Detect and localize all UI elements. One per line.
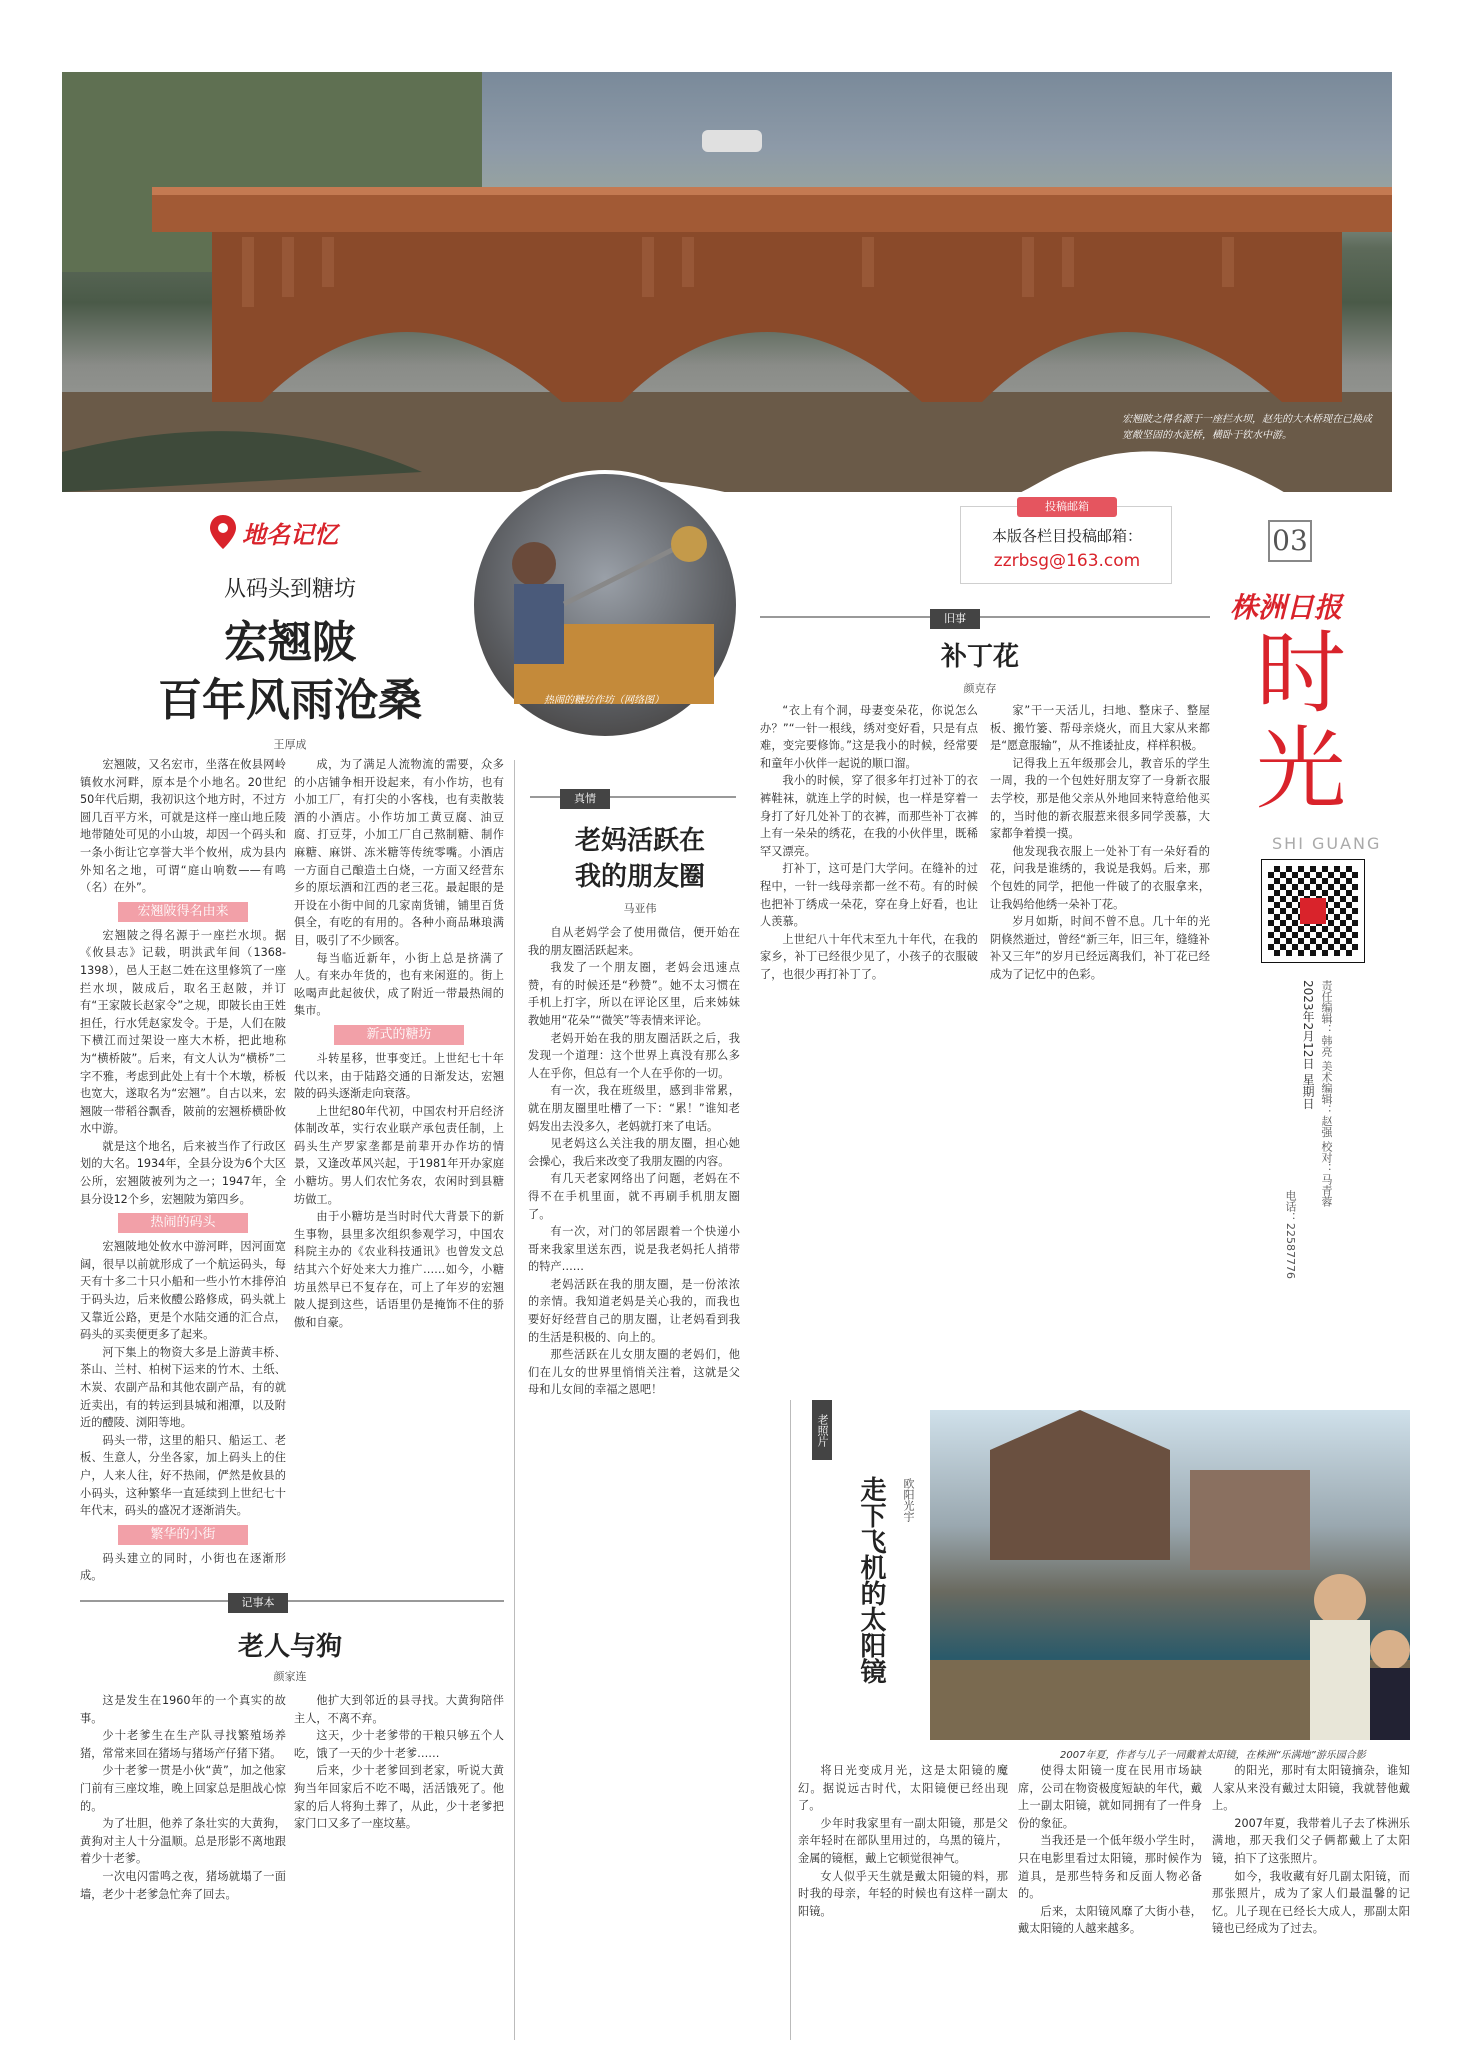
paragraph: 少十老爹生在生产队寻找繁殖场养猪，常常来回在猪场与猪场产仔猪下猪。 <box>80 1729 286 1760</box>
paragraph: 如今，我收藏有好几副太阳镜，而那张照片，成为了家人们最温馨的记忆。儿子现在已经长大成人，那副太阳镜也已经成为了过去。 <box>1212 1869 1410 1936</box>
feature-title-line2: 百年风雨沧桑 <box>158 675 422 726</box>
paragraph: 宏翘陂，又名宏市，坐落在攸县网岭镇攸水河畔，原本是个小地名。20世纪50年代后期，我初识这个地方时，不过方圆几百平方米，可就是这样一座山地丘陵地带随处可见的小山坡，却因一个码头和一条小街让它享誉大半个攸州，成为县内外知名之地，可谓“庭山响数——有鸣（名）在外”。 <box>80 758 286 895</box>
paragraph: 2007年夏，我带着儿子去了株洲乐满地，那天我们父子俩都戴上了太阳镜，拍下了这张照片。 <box>1212 1816 1410 1865</box>
paragraph: 有一次，对门的邻居跟着一个快递小哥来我家里送东西，说是我老妈托人捎带的特产…… <box>528 1225 740 1274</box>
paragraph: 将日光变成月光，这是太阳镜的魔幻。据说远古时代，太阳镜便已经出现了。 <box>798 1764 1008 1813</box>
buding-column-1 <box>760 702 978 1160</box>
buding-tag: 旧事 <box>930 609 980 629</box>
paragraph: “衣上有个洞，母妻变朵花，你说怎么办？”“一针一根线，绣对变好看，只是有点难，变完要修饰。”这是我小的时候，经常要和童年小伙伴一起说的顺口溜。 <box>760 704 978 770</box>
paragraph: 他扩大到邻近的县寻找。大黄狗陪伴主人，不离不弃。 <box>294 1694 504 1725</box>
paragraph: 码头建立的同时，小街也在逐渐形成。 <box>80 1551 286 1583</box>
paragraph: 成，为了满足人流物流的需要，众多的小店铺争相开设起来，有小作坊，也有小加工厂，有打尖的小客栈，也有卖散装酒的小酒店。小作坊加工黄豆腐、油豆腐、打豆芽，小加工厂自己熬制糖、制作麻糖、麻饼、冻米糖等传统零嘴。小酒店一方面自己酿造土白烧，一方面又经营东乡的原坛酒和江西的老三花。最起眼的是开设在小街中间的几家南货铺，铺里百货俱全，有吃的有用的。各种小商品琳琅满目，吸引了不少顾客。 <box>294 758 504 947</box>
paragraph: 我小的时候，穿了很多年打过补丁的衣裤鞋袜，就连上学的时候，也一样是穿着一身打了好几处补丁的衣裤，而那些补丁衣裤上有一朵朵的绣花，在我的小伙伴里，既稀罕又漂亮。 <box>760 774 978 858</box>
mailbox-email[interactable]: zzrbsg@163.com <box>993 551 1141 571</box>
sun-column-2 <box>1018 1762 1202 2040</box>
paragraph: 河下集上的物资大多是上游黄丰桥、茶山、兰村、柏树下运来的竹木、土纸、木炭、农副产品和其他农副产品，有的就近卖出，有的转运到县城和湘潭，以及附近的醴陵、浏阳等地。 <box>80 1345 286 1430</box>
paragraph: 这是发生在1960年的一个真实的故事。 <box>80 1694 286 1725</box>
paragraph: 就是这个地名，后来被当作了行政区划的大名。1934年，全县分设为6个大区公所，宏翘陂被列为之一；1947年，全县分设12个乡，宏翘陂为第四乡。 <box>80 1139 286 1206</box>
subheading: 新式的糖坊 <box>334 1025 464 1045</box>
paragraph: 宏翘陂地处攸水中游河畔，因河面宽阔，很早以前就形成了一个航运码头，每天有十多二十只小船和一些小竹木排停泊于码头边，后来攸醴公路修成，码头就上又靠近公路，更是个水陆交通的汇合点，码头的买卖便更多了起来。 <box>80 1240 286 1342</box>
location-pin-icon <box>210 515 236 549</box>
paragraph: 斗转星移，世事变迁。上世纪七十年代以来，由于陆路交通的日渐发达，宏翘陂的码头逐渐走向衰落。 <box>294 1051 504 1101</box>
mama-author: 马亚伟 <box>623 902 657 915</box>
sun-tag: 老照片 <box>812 1400 832 1460</box>
mailbox-tag: 投稿邮箱 <box>1017 497 1117 517</box>
paragraph: 自从老妈学会了使用微信，便开始在我的朋友圈活跃起来。 <box>528 926 740 957</box>
paragraph: 那些活跃在儿女朋友圈的老妈们，他们在儿女的世界里悄悄关注着，这就是父母和儿女间的幸福之恩吧！ <box>528 1348 740 1397</box>
paragraph: 女人似乎天生就是戴太阳镜的料，那时我的母亲，年轻的时候也有这样一副太阳镜。 <box>798 1869 1008 1918</box>
buding-title: 补丁花 <box>940 642 1019 672</box>
paragraph: 为了壮胆，他养了条壮实的大黄狗，黄狗对主人十分温顺。总是形影不离地跟着少十老爹。 <box>80 1817 286 1866</box>
sun-title: 走下飞机的太阳镜 <box>856 1476 886 1684</box>
editors-line: 责任编辑：韩亮 美术编辑：赵强 校对：马青蓉 <box>1320 980 1333 1207</box>
buding-rule <box>760 616 1210 618</box>
paragraph: 每当临近新年，小街上总是挤满了人。有来办年货的，也有来闲逛的。街上吆喝声此起彼伏，成了附近一带最热闹的集市。 <box>294 951 504 1018</box>
inset-caption: 热闹的糖坊作坊（网络图） <box>544 695 664 706</box>
phone-line: 电话：22587776 <box>1284 1190 1297 1279</box>
paragraph: 宏翘陂之得名源于一座拦水坝。据《攸县志》记载，明洪武年间（1368-1398），邑人王赵二姓在这里修筑了一座拦水坝，陂成后，取名王赵陂，并订有“王家陂长赵家令”之规，即陂长由王姓担任，行水凭赵家发令。于是，人们在陂下横江而过架设一座大木桥，把此地称为“横桥陂”。后来，有文人认为“横桥”二字不雅，考虑到此处上有十个木墩，桥板也宽大，遂取名为“宏翘”。自古以来，宏翘陂一带稻谷飘香，陂前的宏翘桥横卧攸水中游。 <box>80 928 286 1136</box>
section-pinyin: SHI GUANG <box>1272 834 1382 853</box>
paragraph: 当我还是一个低年级小学生时，只在电影里看过太阳镜，那时候作为道具，是那些特务和反面人物必备的。 <box>1018 1834 1202 1901</box>
mama-title-line2: 我的朋友圈 <box>574 862 705 892</box>
paragraph: 一次电闪雷鸣之夜，猪场就塌了一面墙，老少十老爹急忙奔了回去。 <box>80 1869 286 1901</box>
paragraph: 记得我上五年级那会儿，教音乐的学生一周，我的一个包姓好朋友穿了一身新衣服去学校，那是他父亲从外地回来特意给他买的，当时他的新衣服惹来很多同学羡慕，大家都争着摸一摸。 <box>990 756 1210 841</box>
paragraph: 家”干一天活儿，扫地、整床子、整屋板、搬竹篓、帮母亲烧火，而且大家从来都是“愿意服输”，从不推诿扯皮，样样积极。 <box>990 704 1210 753</box>
paragraph: 他发现我衣服上一处补丁有一朵好看的花，问我是谁绣的，我说是我妈。后来，那个包姓的同学，把他一件破了的衣服拿来，让我妈给他绣一朵补丁花。 <box>990 844 1210 911</box>
section-title: 时光 <box>1256 621 1346 822</box>
old-dog-tag: 记事本 <box>228 1593 288 1613</box>
brand-logo: 株洲日报 <box>1230 591 1343 624</box>
sun-author: 欧阳光宇 <box>902 1478 915 1522</box>
sun-caption: 2007年夏，作者与儿子一同戴着太阳镜，在株洲“乐满地”游乐园合影 <box>1060 1750 1366 1761</box>
bridge-photo <box>62 72 1392 492</box>
page-number: 03 <box>1268 520 1312 562</box>
sun-column-3 <box>1212 1762 1410 2040</box>
date-line: 2023年2月12日 星期日 <box>1301 980 1315 1110</box>
old-dog-title: 老人与狗 <box>237 1632 342 1662</box>
paragraph: 由于小糖坊是当时时代大背景下的新生事物，县里多次组织参观学习，中国农科院主办的《农业科技通讯》也曾发文总结其六个好处来大力推广……如今，小糖坊虽然早已不复存在，可上了年岁的宏翘陂人提到这些，话语里仍是掩饰不住的骄傲和自豪。 <box>294 1210 504 1329</box>
mama-title-line1: 老妈活跃在 <box>574 826 705 856</box>
paragraph: 少年时我家里有一副太阳镜，那是父亲年轻时在部队里用过的，乌黑的镜片，金属的镜框，戴上它顿觉很神气。 <box>798 1816 1008 1865</box>
paragraph: 我发了一个朋友圈，老妈会迅速点赞，有的时候还是“秒赞”。她不太习惯在手机上打字，所以在评论区里，后来姊妹教她用“花朵”“微笑”等表情来评论。 <box>528 961 740 1027</box>
paragraph: 岁月如斯，时间不曾不息。几十年的光阴倏然逝过，曾经“新三年，旧三年，缝缝补补又三年”的岁月已经远离我们，补丁花已经成为了记忆中的色彩。 <box>990 915 1210 981</box>
qr-code[interactable] <box>1262 860 1364 962</box>
feature-column-2 <box>294 756 504 1564</box>
mailbox-box <box>960 500 1172 584</box>
feature-subtitle: 从码头到糖坊 <box>223 577 356 602</box>
paragraph: 少十老爹一贯是小伙“黄”，加之他家门前有三座坟堆，晚上回家总是胆战心惊的。 <box>80 1764 286 1813</box>
old-dog-column-2 <box>294 1692 504 2038</box>
amusement-park-photo <box>930 1410 1410 1740</box>
sun-rule <box>790 1400 791 2040</box>
paragraph: 上世纪80年代初，中国农村开启经济体制改革，实行农业联产承包责任制，上码头生产罗家垄都是前辈开办作坊的情景，又逢改革风兴起，于1981年开办家庭小糖坊。男人们农忙务农，农闲时到县糖坊做工。 <box>294 1104 504 1206</box>
paragraph: 后来，少十老爹回到老家，听说大黄狗当年回家后不吃不喝，活活饿死了。他家的后人将狗土葬了，从此，少十老爹把家门口又多了一座坟墓。 <box>294 1764 504 1831</box>
paragraph: 老妈活跃在我的朋友圈，是一份浓浓的亲情。我知道老妈是关心我的，而我也要好好经营自己的朋友圈，让老妈看到我的生活是积极的、向上的。 <box>528 1277 740 1344</box>
paragraph: 这天，少十老爹带的干粮只够五个人吃，饿了一天的少十老爹…… <box>294 1729 504 1760</box>
sugar-mill-photo <box>470 470 740 740</box>
subheading: 热闹的码头 <box>118 1213 248 1233</box>
buding-author: 颜克存 <box>963 682 997 695</box>
old-dog-author: 颜家连 <box>273 1670 307 1683</box>
paragraph: 上世纪八十年代末至九十年代，在我的家乡，补丁已经很少见了，小孩子的衣服破了，也很少再打补丁了。 <box>760 932 978 981</box>
paragraph: 码头一带，这里的船只、船运工、老板、生意人，分坐各家，加上码头上的住户，人来人往，好不热闹，俨然是攸县的小码头，这种繁华一直延续到上世纪七十年代末，码头的盛况才逐渐消失。 <box>80 1433 286 1518</box>
paragraph: 有一次，我在班级里，感到非常累，就在朋友圈里吐槽了一下：“累！”谁知老妈发出去没多久，老妈就打来了电话。 <box>528 1084 740 1133</box>
mama-tag: 真情 <box>560 789 610 809</box>
paragraph: 老妈开始在我的朋友圈活跃之后，我发现一个道理：这个世界上真没有那么多人在乎你，但总有一个人在乎你的一切。 <box>528 1031 740 1080</box>
banner-label: 地名记忆 <box>242 520 338 549</box>
buding-column-2 <box>990 702 1210 1160</box>
subheading: 繁华的小街 <box>118 1525 248 1545</box>
paragraph: 打补丁，这可是门大学问。在缝补的过程中，一针一线母亲都一丝不苟。有的时候也把补丁绣成一朵花，穿在身上好看，也让人羡慕。 <box>760 862 978 929</box>
paragraph: 使得太阳镜一度在民用市场缺席，公司在物资极度短缺的年代，戴上一副太阳镜，就如同拥有了一件身份的象征。 <box>1018 1764 1202 1830</box>
paragraph: 后来，太阳镜风靡了大街小巷，戴太阳镜的人越来越多。 <box>1018 1904 1202 1936</box>
mailbox-line1: 本版各栏目投稿邮箱： <box>991 527 1142 545</box>
mama-column <box>528 924 740 2038</box>
feature-column-1 <box>80 756 286 1583</box>
old-dog-column-1 <box>80 1692 286 2038</box>
feature-author: 王厚成 <box>273 738 307 751</box>
paragraph: 的阳光，那时有太阳镜摘杂，谁知人家从来没有戴过太阳镜，我就替他戴上。 <box>1212 1764 1410 1813</box>
feature-title-line1: 宏翘陂 <box>224 617 356 668</box>
subheading: 宏翘陂得名由来 <box>118 902 248 922</box>
paragraph: 见老妈这么关注我的朋友圈，担心她会操心，我后来改变了我朋友圈的内容。 <box>528 1137 740 1168</box>
paragraph: 有几天老家网络出了问题，老妈在不得不在手机里面，就不再刷手机朋友圈了。 <box>528 1172 740 1221</box>
bridge-photo-caption: 宏翘陂之得名源于一座拦水坝，赵先的大木桥现在已换成宽敞坚固的水泥桥，横卧于钦水中游。 <box>1122 414 1372 441</box>
column-rule <box>514 760 515 2040</box>
old-dog-rule <box>80 1600 504 1602</box>
sun-column-1 <box>798 1762 1008 2040</box>
